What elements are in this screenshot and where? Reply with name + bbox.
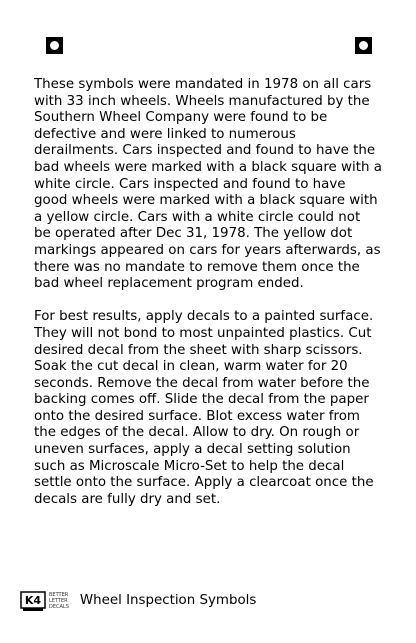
white-circle-icon: [50, 41, 59, 50]
white-circle-icon: [359, 41, 368, 50]
inspection-symbol-right: [355, 37, 372, 54]
svg-text:K4: K4: [24, 594, 42, 607]
footer: [20, 589, 256, 613]
document-title: Wheel Inspection Symbols: [79, 593, 257, 608]
inspection-symbol-left: [46, 37, 63, 54]
brand-line: BETTER: [49, 592, 69, 598]
application-paragraph: For best results, apply decals to a painted surface. They will not bond to most unpainted plastics. Cut desired decal from the sheet with sharp scissors. Soak the cut decal in clean, warm water for 20 seconds. Remove the decal from water before the backing comes off. Slide the decal from the paper onto the desired surface. Blot excess water from the edges of the decal. Allow to dry. On rough or uneven surfaces, apply a decal setting solution such as Microscale Micro-Set to help the decal settle onto the surface. Apply a clearcoat once the decals are fully dry and set.: [34, 309, 374, 507]
k4-logo-icon: [20, 590, 46, 612]
brand-line: DECALS: [49, 604, 69, 610]
brand-line: LETTER: [49, 598, 68, 604]
instructions-body: [34, 77, 384, 525]
history-paragraph: These symbols were mandated in 1978 on all cars with 33 inch wheels. Wheels manufactured by the Southern Wheel Company were found to be defective and were linked to numerous derailments. Cars inspected and found to have the bad wheels were marked with a black square with a white circle. Cars inspected and found to have good wheels were marked with a black square with a yellow circle. Cars with a white circle could not be operated after Dec 31, 1978. The yellow dot markings appeared on cars for years afterwards, as there was no mandate to remove them once the bad wheel replacement program ended.: [34, 77, 382, 292]
brand-name: [49, 592, 69, 610]
